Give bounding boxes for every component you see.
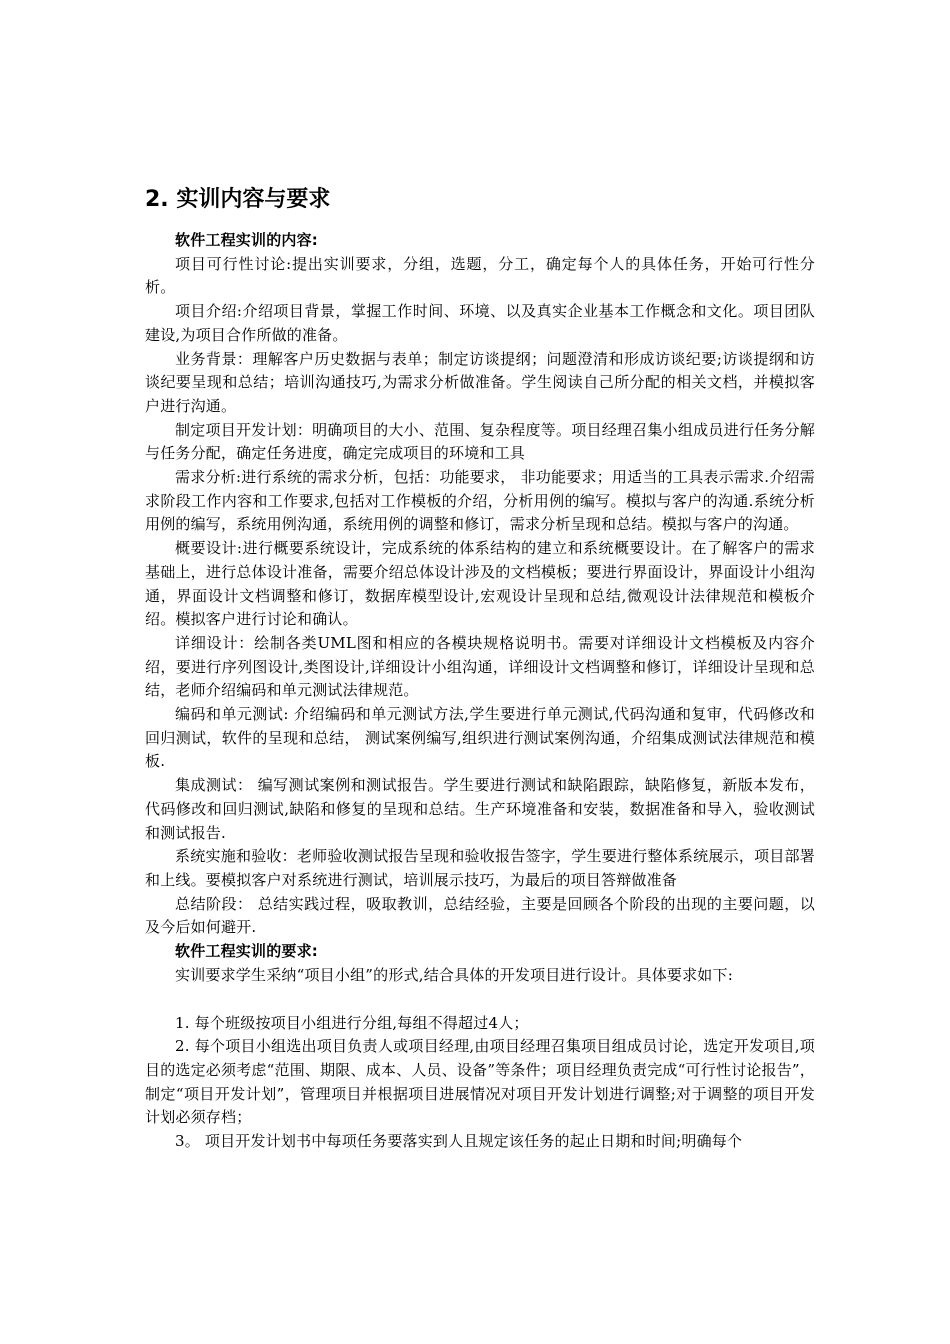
content-paragraph: 详细设计：绘制各类UML图和相应的各模块规格说明书。需要对详细设计文档模板及内容介绍，要进行序列图设计,类图设计,详细设计小组沟通，详细设计文档调整和修订，详细设计呈现和总结，老师介绍编码和单元测试法律规范。 — [145, 633, 815, 700]
requirement-item: 1. 每个班级按项目小组进行分组,每组不得超过4人； — [175, 1013, 529, 1032]
section-title: 2. 实训内容与要求 — [145, 187, 331, 212]
content-paragraph: 总结阶段： 总结实践过程，吸取教训，总结经验，主要是回顾各个阶段的出现的主要问题，以及今后如何避开. — [145, 894, 815, 937]
content-paragraph: 集成测试： 编写测试案例和测试报告。学生要进行测试和缺陷跟踪，缺陷修复，新版本发布，代码修改和回归测试,缺陷和修复的呈现和总结。生产环境准备和安装，数据准备和导入，验收测试和测试报告. — [145, 776, 815, 842]
content-paragraph: 需求分析:进行系统的需求分析，包括：功能要求， 非功能要求；用适当的工具表示需求.介绍需求阶段工作内容和工作要求,包括对工作模板的介绍，分析用例的编写。模拟与客户的沟通.系统分析用例的编写，系统用例沟通，系统用例的调整和修订，需求分析呈现和总结。模拟与客户的沟通。 — [145, 468, 815, 534]
content-heading: 软件工程实训的内容: — [175, 231, 318, 249]
content-paragraph: 制定项目开发计划：明确项目的大小、范围、复杂程度等。项目经理召集小组成员进行任务分解与任务分配，确定任务进度，确定完成项目的环境和工具 — [145, 420, 815, 463]
content-paragraph: 概要设计:进行概要系统设计，完成系统的体系结构的建立和系统概要设计。在了解客户的需求基础上，进行总体设计准备，需要介绍总体设计涉及的文档模板；要进行界面设计，界面设计小组沟通，界面设计文档调整和修订，数据库模型设计,宏观设计呈现和总结,微观设计法律规范和模板介绍。模拟客户进行讨论和确认。 — [145, 539, 815, 629]
content-paragraph: 系统实施和验收：老师验收测试报告呈现和验收报告签字，学生要进行整体系统展示，项目部署和上线。要模拟客户对系统进行测试，培训展示技巧，为最后的项目答辩做准备 — [145, 847, 815, 889]
requirements-intro: 实训要求学生采纳“项目小组”的形式,结合具体的开发项目进行设计。具体要求如下: — [175, 965, 733, 984]
content-paragraph: 编码和单元测试: 介绍编码和单元测试方法,学生要进行单元测试,代码沟通和复审，代码修改和回归测试，软件的呈现和总结， 测试案例编写,组织进行测试案例沟通，介绍集成测试法律规范和模板. — [145, 705, 815, 771]
content-paragraph: 项目可行性讨论:提出实训要求，分组，选题，分工，确定每个人的具体任务，开始可行性分析。 — [145, 254, 815, 297]
requirement-item: 2. 每个项目小组选出项目负责人或项目经理,由项目经理召集项目组成员讨论，选定开发项目,项目的选定必须考虑“范围、期限、成本、人员、设备”等条件；项目经理负责完成“可行性讨论报告”，制定“项目开发计划”，管理项目并根据项目进展情况对项目开发计划进行调整;对于调整的项目开发计划必须存档； — [145, 1037, 815, 1127]
requirement-item: 3。 项目开发计划书中每项任务要落实到人且规定该任务的起止日期和时间;明确每个 — [175, 1132, 743, 1151]
requirements-heading: 软件工程实训的要求: — [175, 942, 318, 961]
page-content — [145, 183, 815, 1154]
blank-line — [145, 988, 815, 1012]
content-paragraph: 业务背景：理解客户历史数据与表单；制定访谈提纲；问题澄清和形成访谈纪要;访谈提纲和访谈纪要呈现和总结；培训沟通技巧,为需求分析做准备。学生阅读自己所分配的相关文档，并模拟客户进行沟通。 — [145, 349, 815, 415]
content-paragraph: 项目介绍:介绍项目背景，掌握工作时间、环境、以及真实企业基本工作概念和文化。项目团队建设,为项目合作所做的准备。 — [145, 302, 815, 344]
